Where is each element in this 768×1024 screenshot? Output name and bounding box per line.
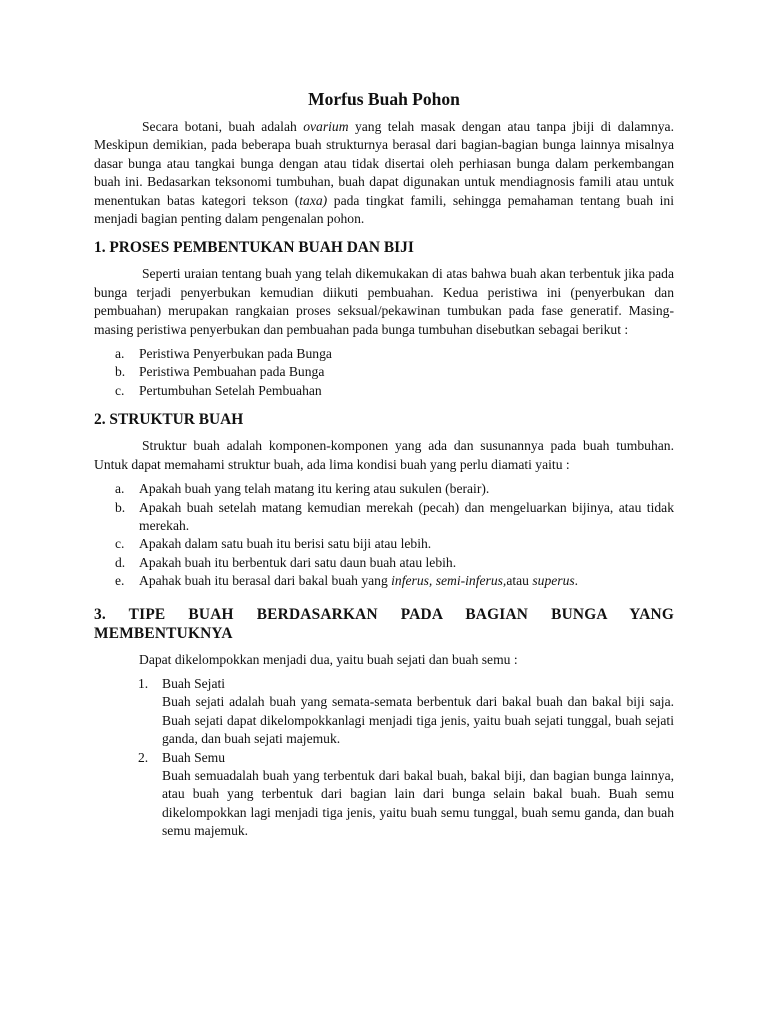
list-item	[138, 749, 674, 841]
list-marker: a.	[115, 346, 125, 362]
list-item-text: Buah sejati adalah buah yang semata-semata berbentuk dari bakal buah dan bakal biji saja. Buah sejati dapat dikelompokkanlagi menjadi tiga jenis, yaitu buah sejati tunggal, buah sejati ganda, dan buah sejati majemuk.	[162, 694, 674, 747]
list-item	[115, 363, 674, 381]
intro-ovarium: ovarium	[303, 119, 349, 134]
list-item-text: Buah semuadalah buah yang terbentuk dari bakal buah, bakal biji, dan bagian bunga lainnya, atau buah yang terbentuk dari bagian lain dari bunga selain bakal buah. Buah semu dikelompokkan lagi menjadi tiga jenis, yaitu buah semu tunggal, buah semu ganda, dan buah semu majemuk.	[162, 767, 674, 839]
intro-text-2: yang telah masak dengan atau tanpa jbiji di dalamnya. Meskipun demikian, pada beberapa buah strukturnya berasal dari bagian-bagian bunga lainnya misalnya dasar bunga atau tangkai bunga dengan atau tidak disertai oleh perhiasan bunga dalam perkembangan buah ini. Bedasarkan teksonomi tumbuhan, buah dapat digunakan untuk mendiagnosis famili atau untuk menentukan batas kategori tekson (	[94, 119, 674, 208]
list-marker: e.	[115, 573, 125, 589]
list-text: Apakah buah yang telah matang itu kering atau sukulen (berair).	[139, 481, 490, 497]
list-item	[138, 675, 674, 749]
intro-paragraph	[94, 118, 674, 228]
intro-text-1: Secara botani, buah adalah	[142, 119, 304, 134]
list-marker: b.	[115, 364, 126, 380]
item-e-text-3: .	[574, 573, 579, 589]
list-marker: a.	[115, 481, 125, 497]
list-item	[115, 345, 674, 363]
list-item-title: Buah Sejati	[162, 675, 226, 691]
section1-list	[94, 345, 674, 400]
section3-heading: 3. TIPE BUAH BERDASARKAN PADA BAGIAN BUNGA YANG MEMBENTUKNYA	[94, 605, 674, 642]
list-item	[115, 572, 674, 590]
intro-taxa: taxa)	[299, 192, 328, 208]
list-marker: c.	[115, 536, 125, 552]
list-item	[115, 480, 674, 498]
list-marker: c.	[115, 382, 125, 398]
intro-text-3: pada tingkat famili, sehingga pemahaman tentang buah ini menjadi bagian penting dalam pengenalan pohon.	[94, 192, 674, 227]
item-e-text-2: atau	[506, 573, 533, 589]
section1-heading: 1. PROSES PEMBENTUKAN BUAH DAN BIJI	[94, 239, 414, 257]
list-marker: 2.	[138, 749, 149, 765]
list-item	[115, 554, 674, 572]
section3-list	[94, 675, 674, 841]
list-item	[115, 382, 674, 400]
list-text: Apakah buah setelah matang kemudian merekah (pecah) dan mengeluarkan bijinya, atau tidak merekah.	[139, 499, 674, 533]
item-e-italic-1: inferus, semi-inferus,	[391, 573, 507, 589]
list-marker: 1.	[138, 675, 149, 691]
item-e-text-1: Apahak buah itu berasal dari bakal buah yang	[139, 573, 392, 589]
list-text: Pertumbuhan Setelah Pembuahan	[139, 382, 322, 398]
list-marker: b.	[115, 499, 126, 515]
document-title: Morfus Buah Pohon	[308, 89, 460, 109]
list-text: Peristiwa Pembuahan pada Bunga	[139, 364, 325, 380]
list-item	[115, 535, 674, 553]
list-text: Apakah dalam satu buah itu berisi satu biji atau lebih.	[139, 536, 432, 552]
item-e-italic-2: superus	[532, 573, 575, 589]
section2-list	[94, 480, 674, 590]
section2-paragraph: Struktur buah adalah komponen-komponen yang ada dan susunannya pada buah tumbuhan. Untuk dapat memahami struktur buah, ada lima kondisi buah yang perlu diamati yaitu :	[94, 438, 674, 472]
list-text: Apakah buah itu berbentuk dari satu daun buah atau lebih.	[139, 554, 457, 570]
section1-paragraph: Seperti uraian tentang buah yang telah dikemukakan di atas bahwa buah akan terbentuk jika pada bunga terjadi penyerbukan kemudian diikuti pembuahan. Kedua peristiwa ini (penyerbukan dan pembuahan) merupakan rangkaian proses seksual/pekawinan tumbukan pada fase generatif. Masing-masing peristiwa penyerbukan dan pembuahan pada bunga tumbuhan disebutkan sebagai berikut :	[94, 266, 674, 337]
list-item	[115, 499, 674, 536]
list-item-title: Buah Semu	[162, 749, 226, 765]
section3-lead: Dapat dikelompokkan menjadi dua, yaitu buah sejati dan buah semu :	[139, 651, 518, 667]
section2-heading: 2. STRUKTUR BUAH	[94, 411, 244, 429]
list-text: Peristiwa Penyerbukan pada Bunga	[139, 346, 332, 362]
list-marker: d.	[115, 554, 126, 570]
list-text	[139, 572, 674, 590]
